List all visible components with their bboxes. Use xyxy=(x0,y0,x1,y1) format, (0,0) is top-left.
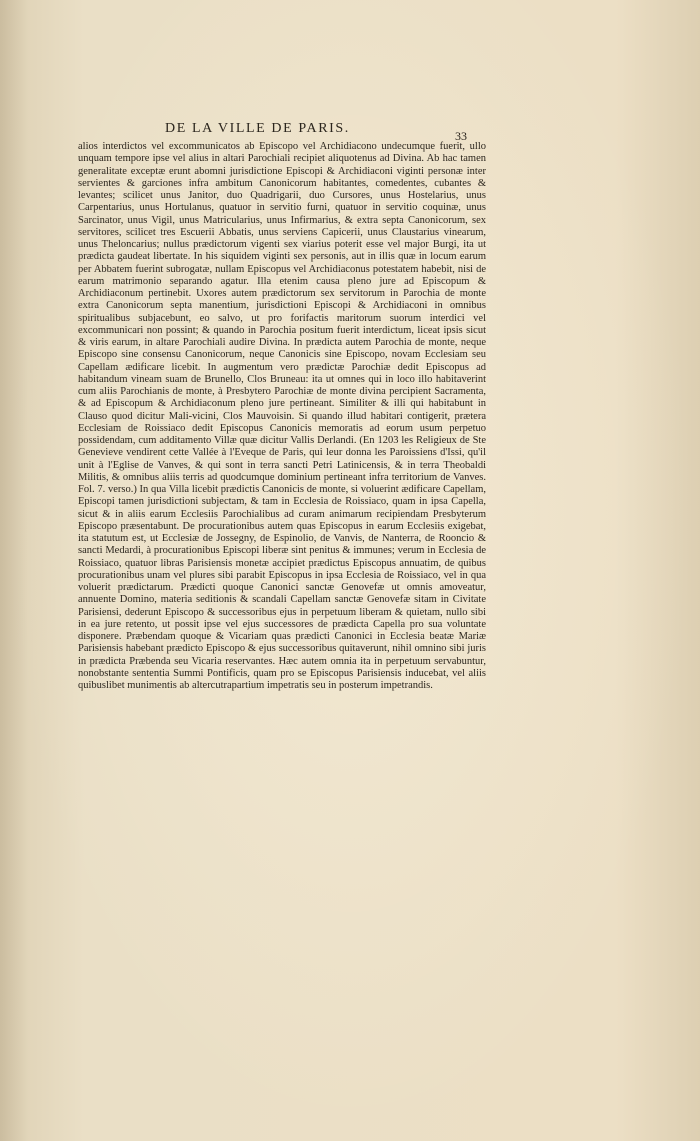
paragraph: alios interdictos vel excommunicatos ab Episcopo vel Archidiacono undecumque fuerit, ullo unquam tempore ipse vel alius in altari Parochiali recipiet aliquotenus ad Divina. Ab hac tamen generalitate exceptæ erunt abomni jurisdictione Episcopi & Archidiaconi viginti personæ inter servientes & garciones infra ambitum Canonicorum habitantes, comedentes, cubantes & levantes; scilicet unus Janitor, duo Quadrigarii, duo Cursores, unus Hostelarius, unus Carpentarius, unus Hortulanus, quatuor in servitio furni, quatuor in servitio coquinæ, unus Sarcinator, unus Vigil, unus Matricularius, unus Infirmarius, & extra septa Canonicorum, sex servitores, scilicet tres Escuerii Abbatis, unus serviens Capicerii, unus Claustarius vinearum, unus Theloncarius; nullus prædictorum vigenti sex viarius poterit esse vel major Burgi, ita ut prædicta gaudeat libertate. In his siquidem viginti sex personis, aut in illis quæ in locum earum per Abbatem fuerint subrogatæ, nullam Episcopus vel Archidiaconus potestatem habebit, nisi de earum matrimonio separando agatur. Illa etenim causa pleno jure ad Episcopum & Archidiaconum pertinebit. Uxores autem prædictorum sex servitorum in Parochia de monte extra Canonicorum septa manentium, jurisdictioni Episcopi & Archidiaconi in omnibus spiritualibus subjacebunt, eo salvo, ut pro forifactis maritorum suorum interdici vel excommunicari non possint; & quando in Parochia positum fuerit interdictum, liceat ipsis sicut & viris earum, in altare Parochiali audire Divina. In prædicta autem Parochia de monte, neque Episcopo sine consensu Canonicorum, neque Canonicis sine Episcopo, novam Ecclesiam seu Capellam ædificare licebit. In augmentum vero prædictæ Parochiæ dedit Episcopus ad habitandum vineam suam de Brunello, Clos Bruneau: ita ut omnes qui in loco illo habitaverint cum aliis Parochianis de monte, à Presbytero Parochiæ de monte divina percipient Sacramenta, & ad Episcopum & Archidiaconum pleno jure pertineant. Similiter & illi qui habitabunt in Clauso quod dicitur Mali-vicini, Clos Mauvoisin. Si quando illud habitari contigerit, prætera Ecclesiam de Roissiaco dedit Episcopus Canonicis memoratis ad eorum usum perpetuo possidendam, cum additamento Villæ quæ dicitur Vallis Derlandi. (En 1203 les Religieux de Ste Genevieve vendirent cette Vallée à l'Eveque de Paris, qui leur donna les Paroissiens d'Issi, qu'il unit à l'Eglise de Vanves, & qui sont in terra sancti Petri Latinicensis, & in terra Theobaldi Militis, & omnibus aliis terris ad quodcumque dominium pertineant infra territorium de Vanves. Fol. 7. verso.) In qua Villa licebit prædictis Canonicis de monte, si voluerint ædificare Capellam, Episcopi tamen jurisdictioni subjectam, & tam in Ecclesia de Roissiaco, quam in ipsa Capella, sicut & in aliis earum Ecclesiis Parochialibus ad curam animarum recipiendam Presbyterum Episcopo præsentabunt. De procurationibus autem quas Episcopus in earum Ecclesiis exigebat, ita statutum est, ut Ecclesiæ de Jossegny, de Espinolio, de Vanvis, de Nanterra, de Rooncio & sancti Medardi, à procurationibus Episcopi liberæ sint penitus & immunes; verum in Ecclesia de Roissiaco, quatuor libras Parisiensis monetæ accipiet prædictus Episcopus annuatim, de quibus procurationibus unam vel plures sibi parabit Episcopus in ipsa Ecclesia de Roissiaco, vel in qua voluerit prædictarum. Prædicti quoque Canonici sanctæ Genovefæ ut omnis amoveatur, annuente Domino, materia seditionis & scandali Capellam sanctæ Genovefæ sitam in Civitate Parisiensi, dederunt Episcopo & successoribus ejus in perpetuum liberam & quietam, nullo sibi in ea jure retento, ut possit ipse vel ejus successores de prædicta Capella pro sua voluntate disponere. Præbendam quoque & Vicariam quas prædicti Canonici in Ecclesia beatæ Mariæ Parisiensis habebant prædicto Episcopo & ejus successoribus quitaverunt, nihil omnino sibi juris in prædicta Præbenda seu Vicaria reservantes. Hæc autem omnia ita in perpetuum servabuntur, nonobstante sententia Summi Pontificis, quam pro se Episcopus Parisiensis inducebat, vel aliis quibuslibet munimentis ab altercutrapartium impetratis seu in posterum impetrandis. xyxy=(78,141,486,691)
body-text xyxy=(78,141,486,692)
running-head: DE LA VILLE DE PARIS. xyxy=(165,121,350,136)
page-number: 33 xyxy=(455,129,467,143)
page-shadow xyxy=(0,0,28,1141)
